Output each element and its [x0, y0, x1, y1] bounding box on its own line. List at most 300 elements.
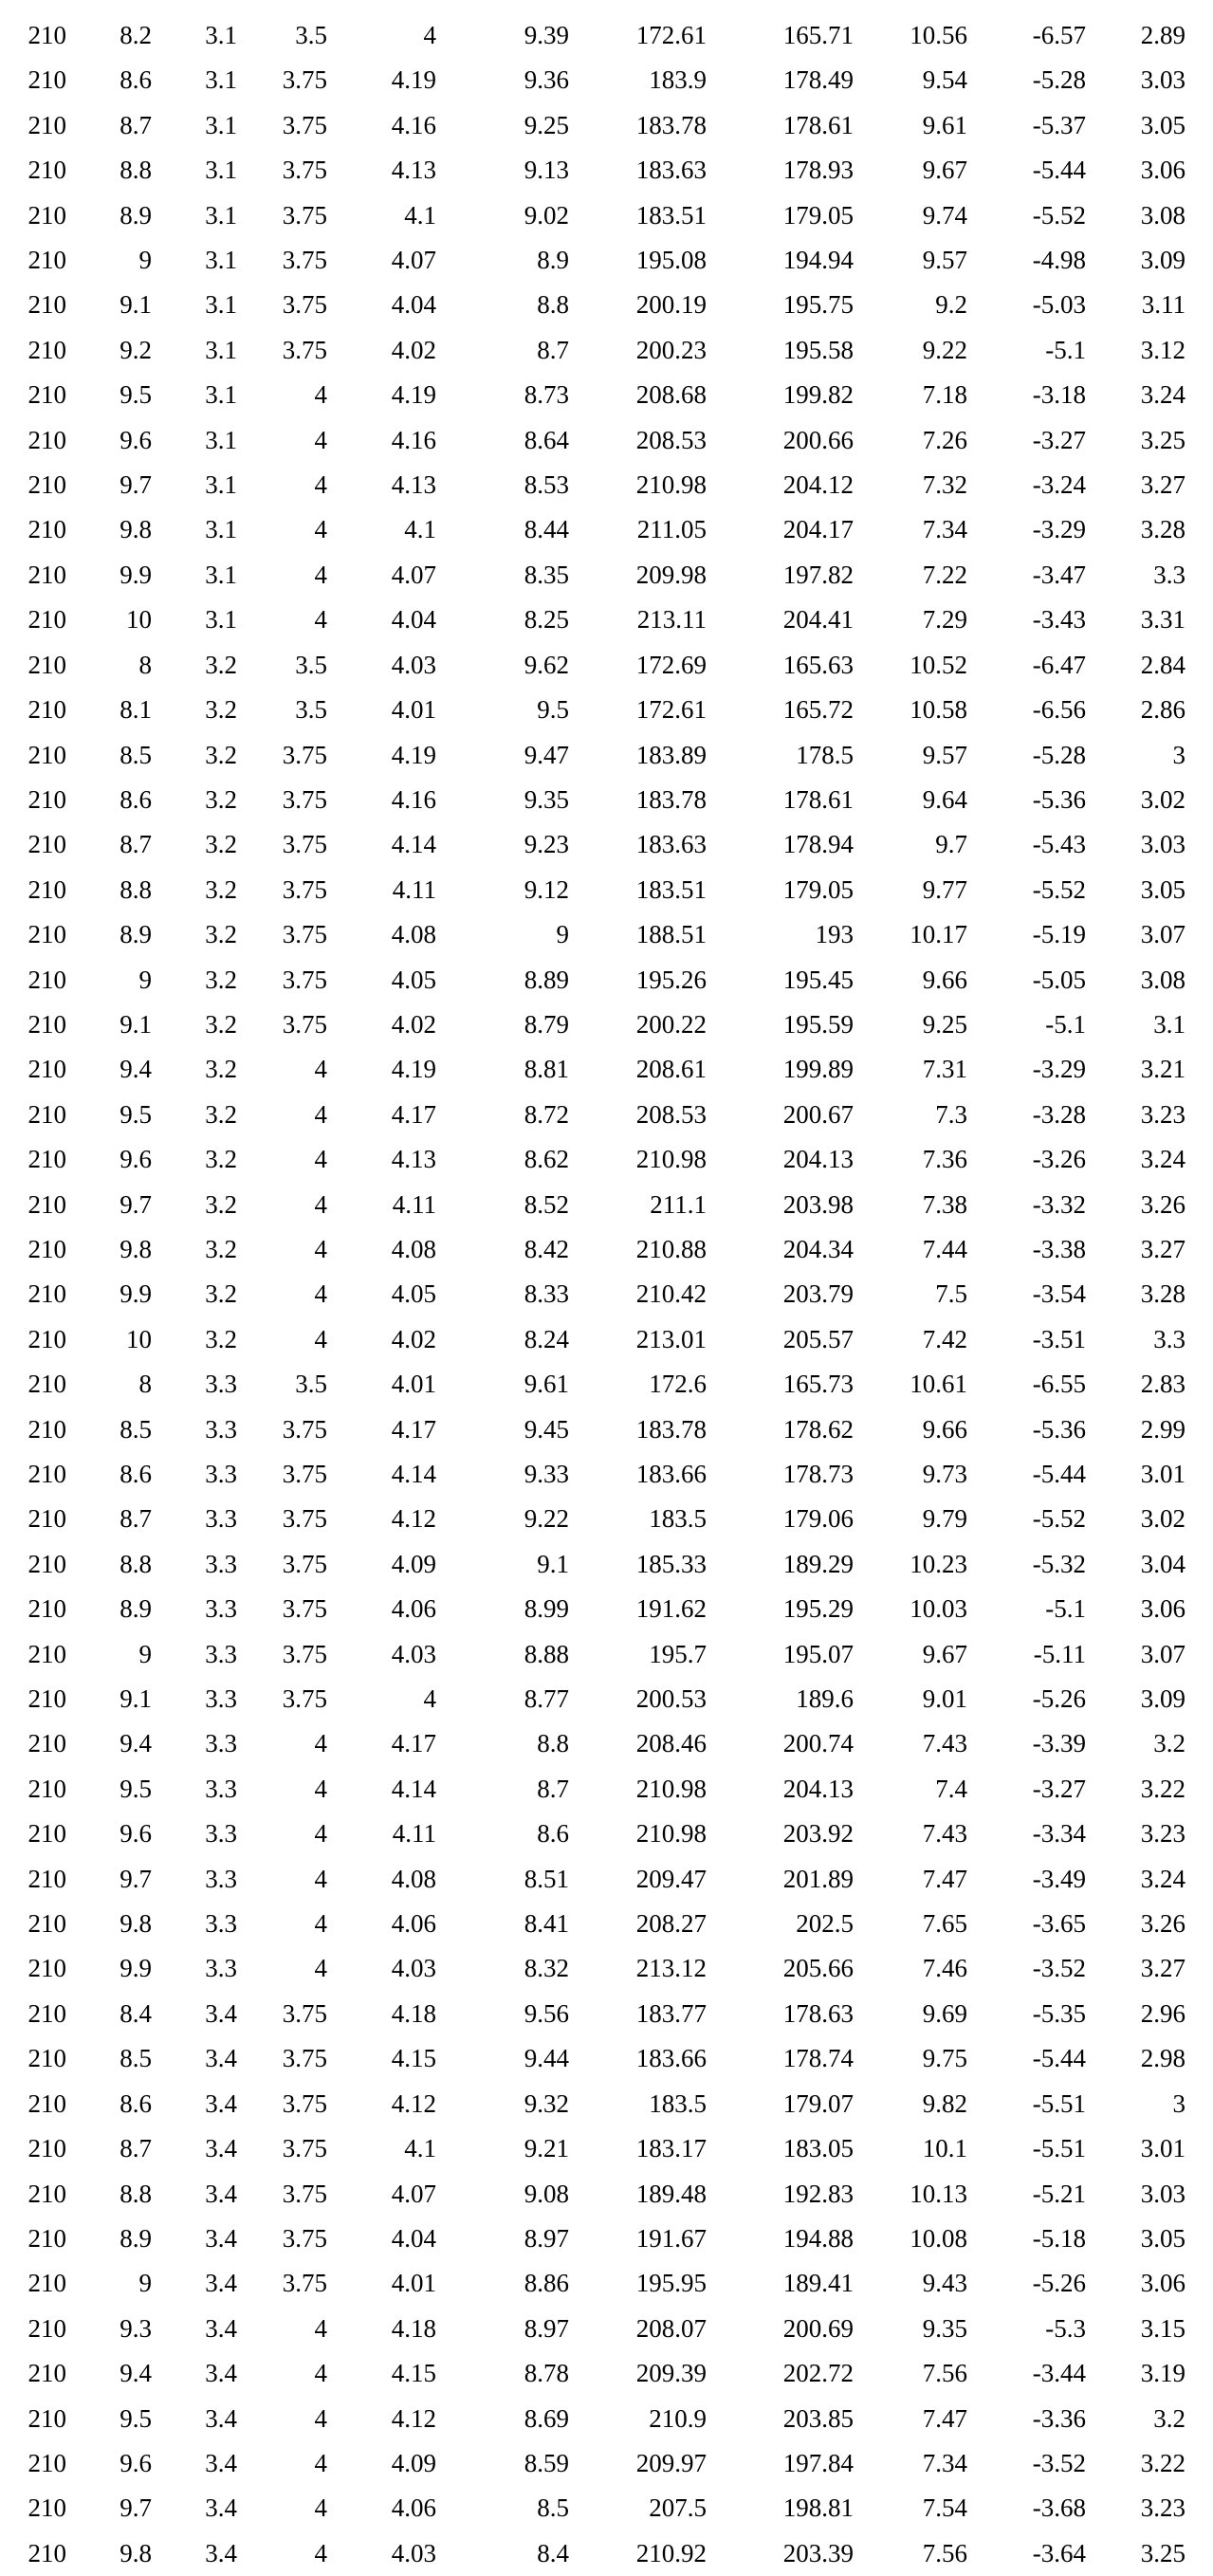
table-row: [0, 2036, 1185, 2081]
table-cell: 3.01: [1140, 1460, 1185, 1488]
table-cell: 2.86: [1140, 695, 1185, 725]
table-cell: 172.69: [635, 650, 707, 679]
table-cell: 7.34: [922, 515, 967, 544]
table-cell: 7.5: [935, 1279, 967, 1309]
table-cell: 8.64: [524, 425, 569, 454]
table-cell: 9.7: [119, 1864, 152, 1893]
table-row: [0, 1408, 1185, 1452]
table-cell: 210: [28, 695, 66, 725]
table-cell: 10.03: [910, 1594, 967, 1624]
table-cell: 9.67: [922, 156, 967, 185]
table-cell: 210: [28, 1460, 66, 1488]
table-cell: 4.15: [391, 2044, 436, 2073]
table-cell: 4: [314, 1055, 327, 1084]
table-cell: 183.63: [635, 830, 707, 859]
table-row: [0, 598, 1185, 642]
table-cell: 4.02: [391, 1324, 436, 1353]
table-cell: 9.43: [922, 2269, 967, 2298]
table-cell: 9.35: [524, 784, 569, 814]
table-row: [0, 2486, 1185, 2530]
table-cell: 8.7: [537, 1774, 569, 1803]
table-row: [0, 1992, 1185, 2036]
table-cell: 210.92: [635, 2538, 707, 2567]
table-cell: 7.38: [922, 1189, 967, 1219]
table-row: [0, 1452, 1185, 1497]
table-cell: 4.08: [391, 920, 436, 949]
table-cell: 3.26: [1140, 1189, 1185, 1219]
table-cell: 8.88: [524, 1639, 569, 1668]
table-cell: -6.56: [1032, 695, 1086, 725]
table-cell: 3.04: [1140, 1549, 1185, 1578]
table-cell: 4: [314, 1864, 327, 1893]
table-cell: 165.73: [782, 1370, 854, 1399]
table-cell: -5.28: [1032, 65, 1086, 95]
table-cell: 210: [28, 2269, 66, 2298]
table-cell: 183.66: [635, 1460, 707, 1488]
table-row: [0, 958, 1185, 1003]
table-cell: 9.2: [119, 335, 152, 364]
table-cell: 200.53: [635, 1684, 707, 1714]
table-cell: 3.75: [282, 1460, 327, 1488]
table-cell: 3.75: [282, 2223, 327, 2253]
table-cell: 8.78: [524, 2359, 569, 2388]
table-cell: 205.57: [782, 1324, 854, 1353]
table-cell: -5.52: [1032, 874, 1086, 904]
table-row: [0, 507, 1185, 552]
table-cell: 3.01: [1140, 2134, 1185, 2163]
table-cell: 3.03: [1140, 830, 1185, 859]
table-cell: 4: [314, 1099, 327, 1129]
table-cell: 8.9: [119, 1594, 152, 1624]
table-cell: 210: [28, 920, 66, 949]
table-cell: 8: [138, 1370, 152, 1399]
table-cell: 3.1: [205, 21, 237, 49]
table-cell: 179.05: [782, 874, 854, 904]
table-cell: 210: [28, 2179, 66, 2208]
table-row: [0, 2397, 1185, 2441]
table-cell: -5.05: [1032, 965, 1086, 994]
table-cell: 200.22: [635, 1009, 707, 1039]
table-cell: 4.07: [391, 246, 436, 275]
table-cell: 210.98: [635, 1145, 707, 1174]
table-cell: 3.2: [1153, 2403, 1185, 2433]
table-cell: -5.1: [1045, 335, 1086, 364]
table-cell: 3.24: [1140, 1864, 1185, 1893]
table-cell: 4.12: [391, 1504, 436, 1534]
table-cell: 3.15: [1140, 2313, 1185, 2343]
table-cell: 179.06: [782, 1504, 854, 1534]
table-cell: 9.67: [922, 1639, 967, 1668]
table-row: [0, 1137, 1185, 1182]
table-cell: 4.16: [391, 425, 436, 454]
table-cell: 3.23: [1140, 1819, 1185, 1849]
table-cell: 210: [28, 1729, 66, 1758]
table-cell: 3.4: [205, 2493, 237, 2523]
table-cell: 9.6: [119, 1145, 152, 1174]
table-cell: 3.12: [1140, 335, 1185, 364]
table-cell: 8.6: [119, 1460, 152, 1488]
table-cell: 8.51: [524, 1864, 569, 1893]
table-cell: 9.44: [524, 2044, 569, 2073]
table-cell: 8.24: [524, 1324, 569, 1353]
table-cell: -5.32: [1032, 1549, 1086, 1578]
table-cell: 10.61: [910, 1370, 967, 1399]
table-cell: 9: [556, 920, 569, 949]
table-cell: -3.51: [1032, 1324, 1086, 1353]
table-cell: 4.15: [391, 2359, 436, 2388]
table-cell: 3.4: [205, 2448, 237, 2477]
table-cell: 9.5: [119, 1774, 152, 1803]
table-cell: -3.32: [1032, 1189, 1086, 1219]
table-cell: 3.1: [205, 156, 237, 185]
table-row: [0, 2351, 1185, 2396]
table-cell: 9.5: [119, 1099, 152, 1129]
table-cell: 9.74: [922, 200, 967, 230]
table-cell: 3.03: [1140, 65, 1185, 95]
table-cell: 195.95: [635, 2269, 707, 2298]
table-cell: 9.6: [119, 425, 152, 454]
table-cell: 198.81: [782, 2493, 854, 2523]
table-cell: 3.1: [205, 110, 237, 139]
table-cell: 9.25: [524, 110, 569, 139]
table-cell: 4.14: [391, 1460, 436, 1488]
table-cell: 210: [28, 2313, 66, 2343]
table-cell: 195.58: [782, 335, 854, 364]
table-cell: 8.4: [537, 2538, 569, 2567]
table-cell: 4: [314, 515, 327, 544]
table-cell: -5.11: [1033, 1639, 1086, 1668]
table-cell: -3.27: [1032, 425, 1086, 454]
table-cell: -3.54: [1032, 1279, 1086, 1309]
table-cell: 3.05: [1140, 874, 1185, 904]
table-cell: 3.09: [1140, 1684, 1185, 1714]
table-cell: 3.5: [295, 695, 327, 725]
table-cell: 2.83: [1140, 1370, 1185, 1399]
table-cell: 2.99: [1140, 1414, 1185, 1444]
table-cell: 3.5: [295, 650, 327, 679]
table-cell: 3.2: [205, 1234, 237, 1263]
table-cell: 7.43: [922, 1729, 967, 1758]
table-cell: 183.78: [635, 784, 707, 814]
table-cell: 3.75: [282, 1504, 327, 1534]
table-cell: 9.9: [119, 560, 152, 589]
table-cell: 210: [28, 1549, 66, 1578]
table-cell: 208.53: [635, 425, 707, 454]
table-cell: 9.61: [524, 1370, 569, 1399]
table-cell: 210: [28, 1099, 66, 1129]
table-row: [0, 283, 1185, 327]
table-cell: 209.97: [635, 2448, 707, 2477]
table-cell: 210: [28, 740, 66, 769]
table-cell: 4.04: [391, 605, 436, 635]
table-cell: 7.29: [922, 605, 967, 635]
table-cell: 210: [28, 1774, 66, 1803]
table-cell: 205.66: [782, 1954, 854, 1983]
table-cell: 3.02: [1140, 784, 1185, 814]
table-cell: 9.8: [119, 1909, 152, 1939]
table-cell: 9.73: [922, 1460, 967, 1488]
table-cell: 3.06: [1140, 1594, 1185, 1624]
table-cell: -5.43: [1032, 830, 1086, 859]
table-cell: 9.01: [922, 1684, 967, 1714]
table-cell: 4: [314, 1234, 327, 1263]
table-cell: 3.2: [205, 1055, 237, 1084]
table-cell: 4.01: [391, 695, 436, 725]
table-cell: 9.5: [119, 2403, 152, 2433]
table-cell: 4: [314, 1189, 327, 1219]
table-cell: 3.3: [205, 1684, 237, 1714]
table-cell: 9.5: [537, 695, 569, 725]
table-cell: 204.13: [782, 1145, 854, 1174]
table-cell: 4.12: [391, 2088, 436, 2118]
table-cell: 9.75: [922, 2044, 967, 2073]
table-cell: 9.4: [119, 1729, 152, 1758]
table-cell: 3.3: [205, 1774, 237, 1803]
table-cell: 197.84: [782, 2448, 854, 2477]
table-cell: 211.05: [636, 515, 707, 544]
table-cell: -5.52: [1032, 200, 1086, 230]
table-cell: 7.42: [922, 1324, 967, 1353]
table-cell: 3.5: [295, 21, 327, 49]
table-cell: 195.75: [782, 290, 854, 320]
table-row: [0, 733, 1185, 778]
table-cell: 3.02: [1140, 1504, 1185, 1534]
table-cell: 210.9: [649, 2403, 707, 2433]
table-cell: 10: [126, 605, 152, 635]
table-cell: 7.54: [922, 2493, 967, 2523]
table-cell: -3.39: [1032, 1729, 1086, 1758]
table-cell: 9.12: [524, 874, 569, 904]
table-cell: 8.6: [537, 1819, 569, 1849]
table-cell: 210: [28, 65, 66, 95]
table-cell: 10.58: [910, 695, 967, 725]
table-cell: 10.08: [910, 2223, 967, 2253]
table-cell: 4.02: [391, 1009, 436, 1039]
table-cell: 4.14: [391, 1774, 436, 1803]
table-cell: 3.1: [205, 335, 237, 364]
table-cell: 3.4: [205, 2044, 237, 2073]
table-cell: 210: [28, 425, 66, 454]
table-cell: 3.2: [205, 830, 237, 859]
table-cell: -5.26: [1032, 2269, 1086, 2298]
table-cell: 3.1: [205, 65, 237, 95]
table-cell: 8.6: [119, 65, 152, 95]
table-row: [0, 238, 1185, 283]
table-cell: 8.9: [119, 200, 152, 230]
table-cell: 9.64: [922, 784, 967, 814]
table-cell: 7.47: [922, 2403, 967, 2433]
table-cell: 4.04: [391, 290, 436, 320]
table-cell: -3.68: [1032, 2493, 1086, 2523]
table-cell: 10.13: [910, 2179, 967, 2208]
table-cell: 4: [314, 2538, 327, 2567]
table-cell: 3.75: [282, 920, 327, 949]
table-cell: 4.1: [404, 515, 436, 544]
table-cell: 8.5: [119, 1414, 152, 1444]
table-cell: -3.52: [1032, 1954, 1086, 1983]
table-cell: -3.18: [1032, 380, 1086, 410]
table-row: [0, 148, 1185, 193]
table-cell: 183.66: [635, 2044, 707, 2073]
table-cell: 9.8: [119, 515, 152, 544]
table-cell: -5.26: [1032, 1684, 1086, 1714]
table-cell: 9.22: [524, 1504, 569, 1534]
table-cell: 10.23: [910, 1549, 967, 1578]
table-cell: 183.9: [649, 65, 707, 95]
table-cell: 3.2: [205, 920, 237, 949]
table-cell: 210: [28, 1234, 66, 1263]
table-cell: 195.07: [782, 1639, 854, 1668]
table-cell: 183.63: [635, 156, 707, 185]
table-cell: 3.03: [1140, 2179, 1185, 2208]
table-cell: 3.31: [1140, 605, 1185, 635]
table-cell: 210: [28, 2223, 66, 2253]
table-cell: 9.7: [935, 830, 967, 859]
table-cell: 203.79: [782, 1279, 854, 1309]
table-cell: 8.8: [119, 156, 152, 185]
table-cell: 3.2: [205, 874, 237, 904]
table-cell: 9.33: [524, 1460, 569, 1488]
table-cell: 4: [314, 425, 327, 454]
table-cell: 165.72: [782, 695, 854, 725]
table-cell: 4.18: [391, 1998, 436, 2028]
table-cell: 210: [28, 2088, 66, 2118]
table-cell: 210: [28, 1684, 66, 1714]
table-cell: 8.8: [119, 1549, 152, 1578]
table-row: [0, 1902, 1185, 1946]
table-cell: 4: [314, 1909, 327, 1939]
table-cell: 8.8: [537, 1729, 569, 1758]
table-cell: 9.32: [524, 2088, 569, 2118]
table-cell: 3.4: [205, 1998, 237, 2028]
table-cell: 8.35: [524, 560, 569, 589]
table-cell: -3.36: [1032, 2403, 1086, 2433]
table-cell: 4: [314, 1954, 327, 1983]
table-cell: 3.3: [205, 1594, 237, 1624]
table-cell: 189.29: [782, 1549, 854, 1578]
table-cell: 9: [138, 965, 152, 994]
table-cell: 3.2: [205, 740, 237, 769]
table-cell: 2.96: [1140, 1998, 1185, 2028]
table-cell: 195.7: [649, 1639, 707, 1668]
table-cell: 210: [28, 2403, 66, 2433]
table-cell: 208.61: [635, 1055, 707, 1084]
table-cell: 7.4: [935, 1774, 967, 1803]
table-row: [0, 58, 1185, 102]
table-row: [0, 868, 1185, 912]
table-cell: 210.88: [635, 1234, 707, 1263]
table-cell: 4.03: [391, 1954, 436, 1983]
table-cell: 7.36: [922, 1145, 967, 1174]
table-cell: 3.05: [1140, 2223, 1185, 2253]
table-cell: 4.04: [391, 2223, 436, 2253]
table-cell: 4: [314, 1774, 327, 1803]
table-cell: -5.19: [1032, 920, 1086, 949]
table-cell: 209.47: [635, 1864, 707, 1893]
table-row: [0, 1542, 1185, 1587]
table-cell: 199.82: [782, 380, 854, 410]
table-cell: -5.03: [1032, 290, 1086, 320]
table-cell: 210: [28, 605, 66, 635]
table-cell: -5.44: [1032, 1460, 1086, 1488]
table-cell: 9.35: [922, 2313, 967, 2343]
table-cell: 178.74: [782, 2044, 854, 2073]
table-cell: 3.75: [282, 1639, 327, 1668]
table-row: [0, 1183, 1185, 1227]
table-cell: -5.51: [1032, 2134, 1086, 2163]
table-cell: 193: [815, 920, 854, 949]
table-cell: 3.3: [205, 1909, 237, 1939]
table-cell: 8.97: [524, 2223, 569, 2253]
table-row: [0, 463, 1185, 507]
table-cell: 210.98: [635, 1819, 707, 1849]
table-cell: 9.56: [524, 1998, 569, 2028]
table-cell: 9.45: [524, 1414, 569, 1444]
table-cell: 9.61: [922, 110, 967, 139]
table-cell: 9.02: [524, 200, 569, 230]
table-cell: 4: [314, 1279, 327, 1309]
table-cell: 9.39: [524, 21, 569, 49]
table-cell: 183.05: [782, 2134, 854, 2163]
table-row: [0, 1587, 1185, 1631]
table-cell: 178.93: [782, 156, 854, 185]
table-cell: 10.52: [910, 650, 967, 679]
table-cell: 8.73: [524, 380, 569, 410]
table-cell: 3.75: [282, 335, 327, 364]
table-cell: 7.56: [922, 2359, 967, 2388]
table-cell: 4.06: [391, 2493, 436, 2523]
table-cell: 9.1: [119, 290, 152, 320]
table-cell: 194.88: [782, 2223, 854, 2253]
table-cell: 183.5: [649, 2088, 707, 2118]
table-cell: 3.3: [205, 1819, 237, 1849]
table-cell: 4.03: [391, 2538, 436, 2567]
table-cell: 8.9: [119, 920, 152, 949]
table-cell: 3.4: [205, 2088, 237, 2118]
table-cell: 3.1: [205, 515, 237, 544]
table-cell: 3.24: [1140, 1145, 1185, 1174]
table-cell: 210: [28, 784, 66, 814]
table-cell: 3.75: [282, 246, 327, 275]
table-cell: 4.19: [391, 380, 436, 410]
table-cell: 3.05: [1140, 110, 1185, 139]
table-row: [0, 1272, 1185, 1316]
table-body: [0, 13, 1185, 2576]
table-cell: 179.05: [782, 200, 854, 230]
table-cell: 203.92: [782, 1819, 854, 1849]
table-cell: 204.12: [782, 470, 854, 500]
table-cell: 4.14: [391, 830, 436, 859]
table-cell: -3.29: [1032, 515, 1086, 544]
table-cell: 200.67: [782, 1099, 854, 1129]
table-cell: 2.89: [1140, 21, 1185, 49]
table-cell: 3.2: [205, 1279, 237, 1309]
table-cell: -3.26: [1032, 1145, 1086, 1174]
table-cell: 210: [28, 335, 66, 364]
table-cell: 210: [28, 1055, 66, 1084]
table-cell: 204.34: [782, 1234, 854, 1263]
table-cell: 4: [423, 1684, 436, 1714]
table-cell: 4.16: [391, 784, 436, 814]
table-row: [0, 1317, 1185, 1362]
table-cell: 200.19: [635, 290, 707, 320]
table-cell: 183.89: [635, 740, 707, 769]
table-cell: 172.61: [635, 21, 707, 49]
table-cell: 8.5: [119, 2044, 152, 2073]
table-cell: 178.73: [782, 1460, 854, 1488]
table-cell: 210: [28, 2493, 66, 2523]
table-cell: 8.86: [524, 2269, 569, 2298]
